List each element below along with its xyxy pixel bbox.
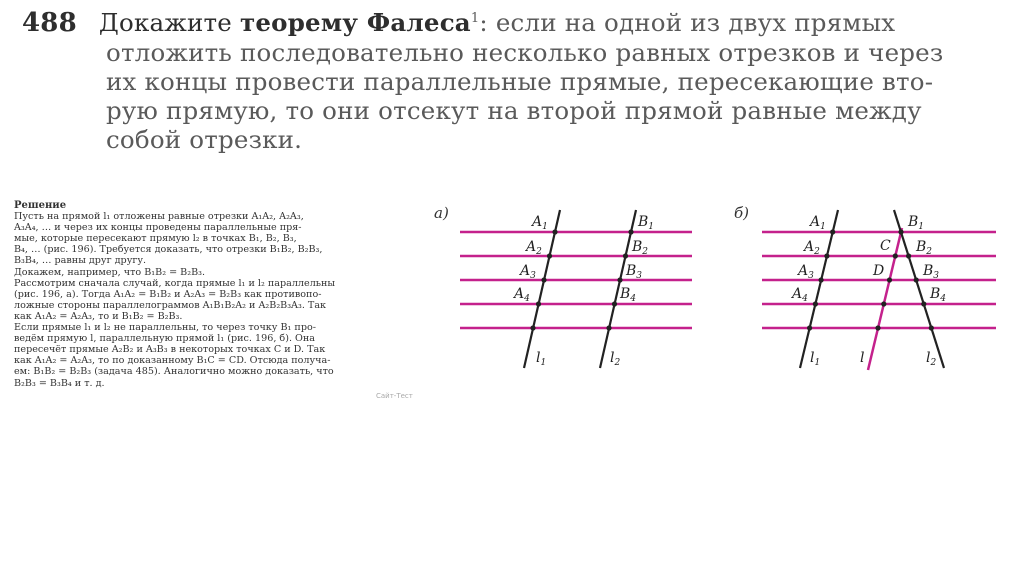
solution-line: как A₁A₂ = A₂A₃, то и B₁B₂ = B₂B₃. bbox=[14, 310, 183, 322]
label-a1: $A_1$ bbox=[532, 214, 548, 232]
problem-number: 488 bbox=[22, 8, 77, 39]
label-l2: $l_2$ bbox=[926, 350, 937, 368]
point-a3 bbox=[541, 277, 546, 282]
point-e bbox=[881, 301, 886, 306]
label-a3: $A_3$ bbox=[520, 263, 536, 281]
solution-line: (рис. 196, а). Тогда A₁A₂ = B₁B₂ и A₂A₃ = B₂B₃ как противопо- bbox=[14, 288, 322, 300]
label-a3: $A_3$ bbox=[798, 263, 814, 281]
solution-line: Пусть на прямой l₁ отложены равные отрезки A₁A₂, A₂A₃, bbox=[14, 211, 304, 223]
solution-line: B₃B₄, … равны друг другу. bbox=[14, 255, 147, 267]
problem-title: теорему Фалеса bbox=[239, 8, 471, 38]
point-b2 bbox=[623, 253, 628, 258]
figure-a bbox=[420, 200, 710, 380]
solution-heading: Решение bbox=[14, 200, 67, 211]
problem-text-line-1: : если на одной из двух прямых bbox=[479, 8, 896, 38]
problem-statement bbox=[22, 4, 1006, 154]
label-b2: $B_2$ bbox=[916, 239, 933, 257]
problem-text-line-2: отложить последовательно несколько равных отрезков и через bbox=[106, 38, 944, 68]
solution-line: B₄, … (рис. 196). Требуется доказать, что отрезки B₁B₂, B₂B₃, bbox=[14, 244, 323, 256]
point-a1 bbox=[552, 229, 557, 234]
solution-line: Докажем, например, что B₁B₂ = B₂B₃. bbox=[14, 266, 206, 278]
point-a2 bbox=[547, 253, 552, 258]
solution-line: B₂B₃ = B₃B₄ и т. д. bbox=[14, 377, 105, 389]
solution-line: как A₁A₂ = A₂A₃, то по доказанному B₁C = CD. Отсюда получа- bbox=[14, 355, 331, 367]
label-a4: $A_4$ bbox=[792, 286, 808, 304]
label-l: l bbox=[860, 350, 865, 366]
problem-text-line-5: собой отрезки. bbox=[106, 125, 303, 155]
figure-b-parallel-lines bbox=[762, 232, 996, 328]
point-a5 bbox=[530, 325, 535, 330]
figure-b-panel-label: б) bbox=[734, 204, 750, 222]
label-b4: $B_4$ bbox=[930, 286, 947, 304]
figure-b bbox=[730, 200, 1015, 380]
solution-line: ложные стороны параллелограммов A₁B₁B₂A₂ и A₂B₂B₃A₃. Так bbox=[14, 299, 327, 311]
solution-line: Если прямые l₁ и l₂ не параллельны, то через точку B₁ про- bbox=[14, 322, 316, 334]
label-l1: $l_1$ bbox=[810, 350, 821, 368]
point-d bbox=[887, 277, 892, 282]
point-c bbox=[893, 253, 898, 258]
point-b5 bbox=[606, 325, 611, 330]
point-b4 bbox=[921, 301, 926, 306]
label-d: D bbox=[873, 263, 885, 279]
problem-text-line-4: рую прямую, то они отсекут на второй прямой равные между bbox=[106, 96, 922, 126]
point-a3 bbox=[819, 277, 824, 282]
solution-block bbox=[14, 200, 414, 389]
point-a1 bbox=[830, 229, 835, 234]
label-a2: $A_2$ bbox=[804, 239, 820, 257]
label-c: C bbox=[880, 238, 891, 254]
problem-lead: Докажите bbox=[98, 8, 232, 38]
label-a4: $A_4$ bbox=[514, 286, 530, 304]
solution-line: ем: B₁B₂ = B₂B₃ (задача 485). Аналогично можно доказать, что bbox=[14, 366, 334, 378]
solution-line: Рассмотрим сначала случай, когда прямые l₁ и l₂ параллельны bbox=[14, 277, 336, 289]
label-l1: $l_1$ bbox=[536, 350, 547, 368]
watermark: Сайт-Тест bbox=[376, 392, 413, 400]
point-a4 bbox=[536, 301, 541, 306]
label-a2: $A_2$ bbox=[526, 239, 542, 257]
point-a2 bbox=[824, 253, 829, 258]
label-b1: $B_1$ bbox=[638, 214, 655, 232]
point-b2 bbox=[906, 253, 911, 258]
solution-line: A₃A₄, … и через их концы проведены параллельные пря- bbox=[14, 222, 302, 234]
label-b1: $B_1$ bbox=[908, 214, 925, 232]
problem-text-line-3: их концы провести параллельные прямые, пересекающие вто- bbox=[106, 67, 934, 97]
label-l2: $l_2$ bbox=[610, 350, 621, 368]
point-a5 bbox=[807, 325, 812, 330]
point-a4 bbox=[813, 301, 818, 306]
label-b3: $B_3$ bbox=[626, 263, 643, 281]
figure-a-panel-label: а) bbox=[434, 204, 449, 222]
solution-line: ведём прямую l, параллельную прямой l₁ (рис. 196, б). Она bbox=[14, 333, 316, 345]
label-a1: $A_1$ bbox=[810, 214, 826, 232]
label-b3: $B_3$ bbox=[923, 263, 940, 281]
solution-line: мые, которые пересекают прямую l₂ в точках B₁, B₂, B₃, bbox=[14, 233, 297, 245]
label-b2: $B_2$ bbox=[632, 239, 649, 257]
figure-a-parallel-lines bbox=[460, 232, 692, 328]
solution-line: пересечёт прямые A₂B₂ и A₃B₃ в некоторых точках C и D. Так bbox=[14, 344, 326, 356]
point-b1 bbox=[898, 229, 903, 234]
point-b5 bbox=[929, 325, 934, 330]
point-b1 bbox=[628, 229, 633, 234]
point-b3 bbox=[617, 277, 622, 282]
point-b4 bbox=[612, 301, 617, 306]
footnote-mark: 1 bbox=[470, 11, 480, 26]
label-b4: $B_4$ bbox=[620, 286, 637, 304]
point-b3 bbox=[914, 277, 919, 282]
point-f bbox=[875, 325, 880, 330]
